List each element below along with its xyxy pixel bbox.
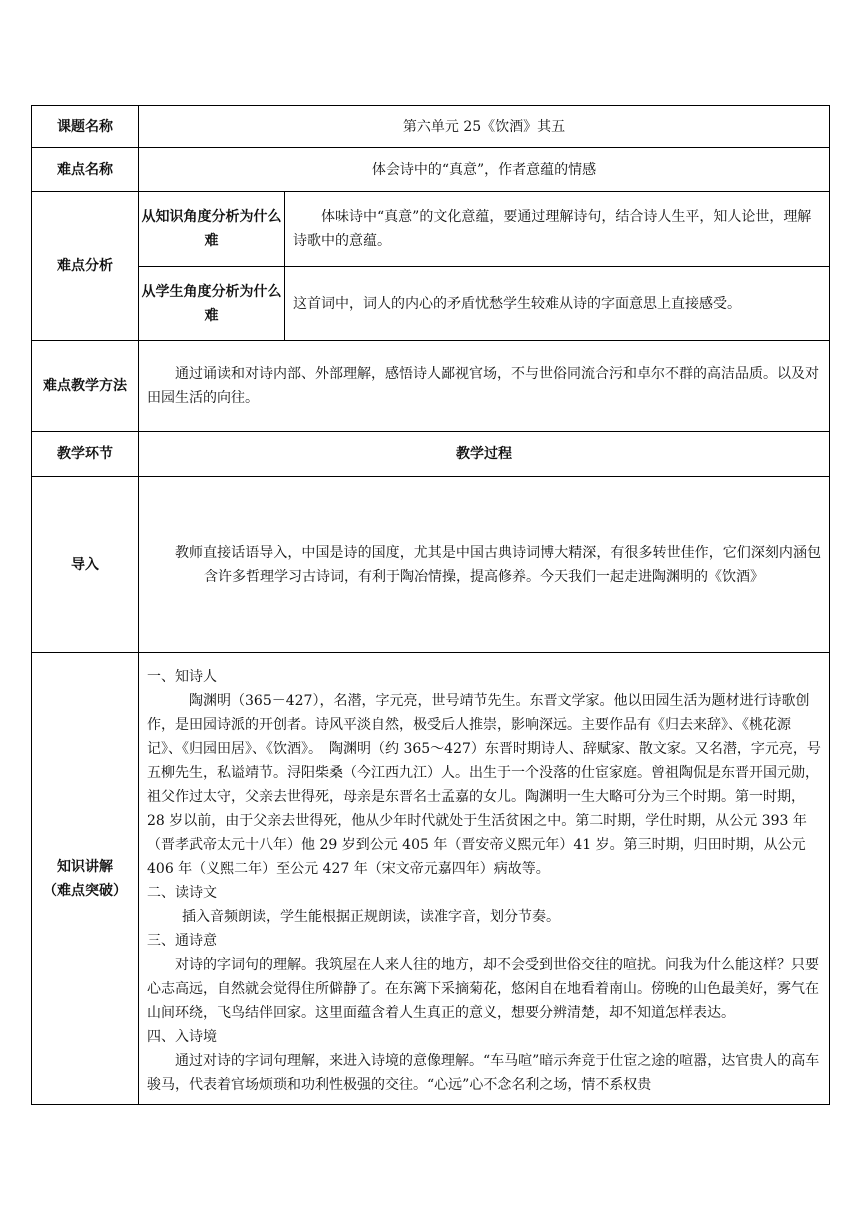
course-value: 第六单元 25《饮酒》其五 bbox=[139, 106, 830, 148]
analysis-label: 难点分析 bbox=[32, 192, 139, 341]
difficulty-label: 难点名称 bbox=[32, 148, 139, 192]
row-lecture bbox=[32, 653, 830, 1105]
course-label: 课题名称 bbox=[32, 106, 139, 148]
lecture-label-line2: （难点突破） bbox=[43, 882, 127, 899]
row-course bbox=[32, 106, 830, 148]
process-header: 教学过程 bbox=[139, 432, 830, 477]
lesson-plan-table bbox=[31, 105, 830, 1105]
section-3-heading: 三、通诗意 bbox=[147, 932, 217, 949]
row-analysis-knowledge bbox=[32, 192, 830, 267]
lecture-content bbox=[139, 653, 830, 1105]
lecture-label bbox=[32, 653, 139, 1105]
method-text bbox=[139, 341, 830, 432]
difficulty-value: 体会诗中的“真意”，作者意蕴的情感 bbox=[139, 148, 830, 192]
method-paragraph: 通过诵读和对诗内部、外部理解，感悟诗人鄙视官场，不与世俗同流合污和卓尔不群的高洁品质。以及对田园生活的向往。 bbox=[147, 366, 819, 406]
student-angle-text: 这首词中，词人的内心的矛盾忧愁学生较难从诗的字面意思上直接感受。 bbox=[285, 267, 830, 341]
section-2-text: 插入音频朗读，学生能根据正规朗读，读准字音，划分节奏。 bbox=[182, 908, 560, 925]
section-2-heading: 二、读诗文 bbox=[147, 884, 217, 901]
knowledge-angle-text bbox=[285, 192, 830, 267]
lecture-label-line1: 知识讲解 bbox=[57, 858, 113, 875]
row-method bbox=[32, 341, 830, 432]
row-analysis-student bbox=[32, 267, 830, 341]
section-4-text: 通过对诗的字词句理解，来进入诗境的意像理解。“车马喧”暗示奔竞于仕宦之途的喧嚣，达官贵人的高车骏马，代表着官场烦琐和功利性极强的交往。“心远”心不念名利之场，情不系权贵 bbox=[147, 1052, 820, 1093]
knowledge-angle-label: 从知识角度分析为什么难 bbox=[139, 192, 285, 267]
method-label: 难点教学方法 bbox=[32, 341, 139, 432]
intro-label: 导入 bbox=[32, 477, 139, 653]
intro-paragraph: 教师直接话语导入，中国是诗的国度，尤其是中国古典诗词博大精深，有很多转世佳作，它们深刻内涵包含许多哲理学习古诗词，有利于陶冶情操，提高修养。今天我们一起走进陶渊明的《饮酒》 bbox=[175, 544, 822, 585]
section-4-heading: 四、入诗境 bbox=[147, 1028, 217, 1045]
row-difficulty bbox=[32, 148, 830, 192]
row-stage bbox=[32, 432, 830, 477]
intro-text bbox=[139, 477, 830, 653]
row-intro bbox=[32, 477, 830, 653]
student-angle-label: 从学生角度分析为什么难 bbox=[139, 267, 285, 341]
section-1-text: 陶渊明（365－427），名潜，字元亮，世号靖节先生。东晋文学家。他以田园生活为题材进行诗歌创作，是田园诗派的开创者。诗风平淡自然，极受后人推崇，影响深远。主要作品有《归去来辞》、《桃花源记》、《归园田居》、《饮酒》。 陶渊明（约 365～427）东晋时期诗人、辞赋家、散文家。又名潜，字元亮，号五柳先生，私谥靖节。浔阳柴桑（今江西九江）人。出生于一个没落的仕宦家庭。曾祖陶侃是东晋开国元勋，祖父作过太守，父亲去世得死，母亲是东晋名士孟嘉的女儿。陶渊明一生大略可分为三个时期。第一时期，28 岁以前，由于父亲去世得死，他从少年时代就处于生活贫困之中。第二时期，学仕时期，从公元 393 年（晋孝武帝太元十八年）他 29 岁到公元 405 年（晋安帝义熙元年）41 岁。第三时期，归田时期，从公元 406 年（义熙二年）至公元 427 年（宋文帝元嘉四年）病故等。 bbox=[147, 692, 821, 877]
section-1-heading: 一、知诗人 bbox=[147, 668, 217, 685]
stage-label: 教学环节 bbox=[32, 432, 139, 477]
section-3-text: 对诗的字词句的理解。我筑屋在人来人往的地方，却不会受到世俗交往的喧扰。问我为什么能这样？只要心志高远，自然就会觉得住所僻静了。在东篱下采摘菊花，悠闲自在地看着南山。傍晚的山色最美好，雾气在山间环绕，飞鸟结伴回家。这里面蕴含着人生真正的意义，想要分辨清楚，却不知道怎样表达。 bbox=[147, 956, 819, 1021]
knowledge-angle-paragraph: 体味诗中“真意”的文化意蕴，要通过理解诗句，结合诗人生平，知人论世，理解诗歌中的意蕴。 bbox=[293, 209, 812, 249]
